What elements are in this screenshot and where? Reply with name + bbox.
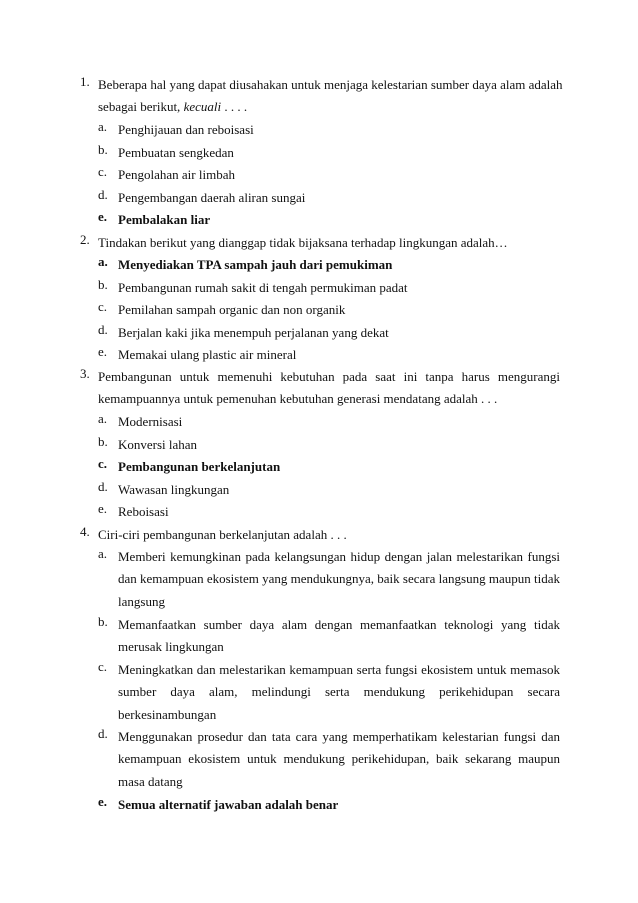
option-text: Pembangunan berkelanjutan bbox=[118, 459, 281, 474]
option-letter: c. bbox=[98, 299, 108, 314]
question-number: 4. bbox=[80, 524, 90, 539]
option-letter: b. bbox=[98, 142, 108, 157]
option-letter: d. bbox=[98, 187, 108, 202]
question-text bbox=[98, 74, 563, 119]
question-number: 2. bbox=[80, 232, 90, 247]
option-letter: e. bbox=[98, 501, 108, 516]
option-letter: d. bbox=[98, 322, 108, 337]
option-line: Menggunakan prosedur dan tata cara yang memperhatikam kelestarian fungsi dan bbox=[118, 729, 560, 744]
option-line: berkesinambungan bbox=[118, 706, 217, 722]
option-text: Modernisasi bbox=[118, 414, 183, 429]
option-text bbox=[118, 726, 560, 793]
question-number: 3. bbox=[80, 366, 90, 381]
option-letter: b. bbox=[98, 434, 108, 449]
option-letter: b. bbox=[98, 614, 108, 629]
question-line: Pembangunan untuk memenuhi kebutuhan pada saat ini tanpa harus mengurangi bbox=[98, 369, 560, 384]
option-line: masa datang bbox=[118, 773, 183, 789]
question-text bbox=[98, 524, 560, 546]
option-letter: e. bbox=[98, 794, 108, 809]
option-line: Memberi kemungkinan pada kelangsungan hidup dengan jalan melestarikan fungsi bbox=[118, 549, 560, 564]
option-text bbox=[118, 546, 560, 613]
option-letter: e. bbox=[98, 344, 108, 359]
question-line: Tindakan berikut yang dianggap tidak bijaksana terhadap lingkungan adalah… bbox=[98, 235, 508, 250]
option-text: Pembangunan rumah sakit di tengah permukiman padat bbox=[118, 280, 408, 295]
option-letter: a. bbox=[98, 411, 108, 426]
option-letter: b. bbox=[98, 277, 108, 292]
question-line bbox=[98, 96, 560, 118]
option-letter: d. bbox=[98, 479, 108, 494]
option-letter: e. bbox=[98, 209, 108, 224]
option-letter: a. bbox=[98, 546, 108, 561]
option-text bbox=[118, 659, 560, 726]
option-text: Menyediakan TPA sampah jauh dari pemukiman bbox=[118, 257, 393, 272]
option-letter: c. bbox=[98, 164, 108, 179]
question-text bbox=[98, 366, 560, 411]
option-text bbox=[118, 614, 560, 659]
option-line: Memanfaatkan sumber daya alam dengan memanfaatkan teknologi yang tidak bbox=[118, 617, 560, 632]
option-line: dan kemampuan ekosistem yang mendukungnya, baik secara langsung maupun tidak bbox=[118, 571, 560, 587]
option-letter: d. bbox=[98, 726, 108, 741]
option-letter: a. bbox=[98, 254, 108, 269]
option-line: langsung bbox=[118, 593, 165, 609]
question-line: kemampuannya untuk pemenuhan kebutuhan generasi mendatang adalah . . . bbox=[98, 391, 498, 407]
question-line-tail: . . . . bbox=[221, 99, 248, 115]
option-text: Pembuatan sengkedan bbox=[118, 145, 234, 160]
option-text: Pengolahan air limbah bbox=[118, 167, 235, 182]
option-text: Reboisasi bbox=[118, 504, 169, 519]
option-text: Wawasan lingkungan bbox=[118, 482, 230, 497]
question-line-start: sebagai berikut, bbox=[98, 99, 181, 115]
option-letter: c. bbox=[98, 456, 108, 471]
question-line: Ciri-ciri pembangunan berkelanjutan adalah . . . bbox=[98, 527, 347, 542]
option-text: Penghijauan dan reboisasi bbox=[118, 122, 254, 137]
option-line: sumber daya alam, melindungi serta mendukung perikehidupan secara bbox=[118, 684, 560, 700]
question-text bbox=[98, 232, 560, 254]
question-line: Beberapa hal yang dapat diusahakan untuk menjaga kelestarian sumber daya alam adalah bbox=[98, 77, 563, 92]
option-text: Berjalan kaki jika menempuh perjalanan yang dekat bbox=[118, 325, 389, 340]
option-letter: c. bbox=[98, 659, 108, 674]
option-text: Memakai ulang plastic air mineral bbox=[118, 347, 297, 362]
option-text: Pembalakan liar bbox=[118, 212, 211, 227]
option-text bbox=[118, 794, 560, 816]
option-letter: a. bbox=[98, 119, 108, 134]
option-line: Meningkatkan dan melestarikan kemampuan serta fungsi ekosistem untuk memasok bbox=[118, 662, 560, 677]
question-emphasis: kecuali bbox=[183, 99, 222, 115]
question-number: 1. bbox=[80, 74, 90, 89]
option-line: kemampuan ekosistem untuk mendukung perikehidupan, baik sekarang maupun bbox=[118, 751, 560, 767]
option-text: Konversi lahan bbox=[118, 437, 198, 452]
option-line: merusak lingkungan bbox=[118, 639, 224, 655]
option-text: Pemilahan sampah organic dan non organik bbox=[118, 302, 346, 317]
option-text: Pengembangan daerah aliran sungai bbox=[118, 190, 306, 205]
option-line: Semua alternatif jawaban adalah benar bbox=[118, 797, 339, 812]
